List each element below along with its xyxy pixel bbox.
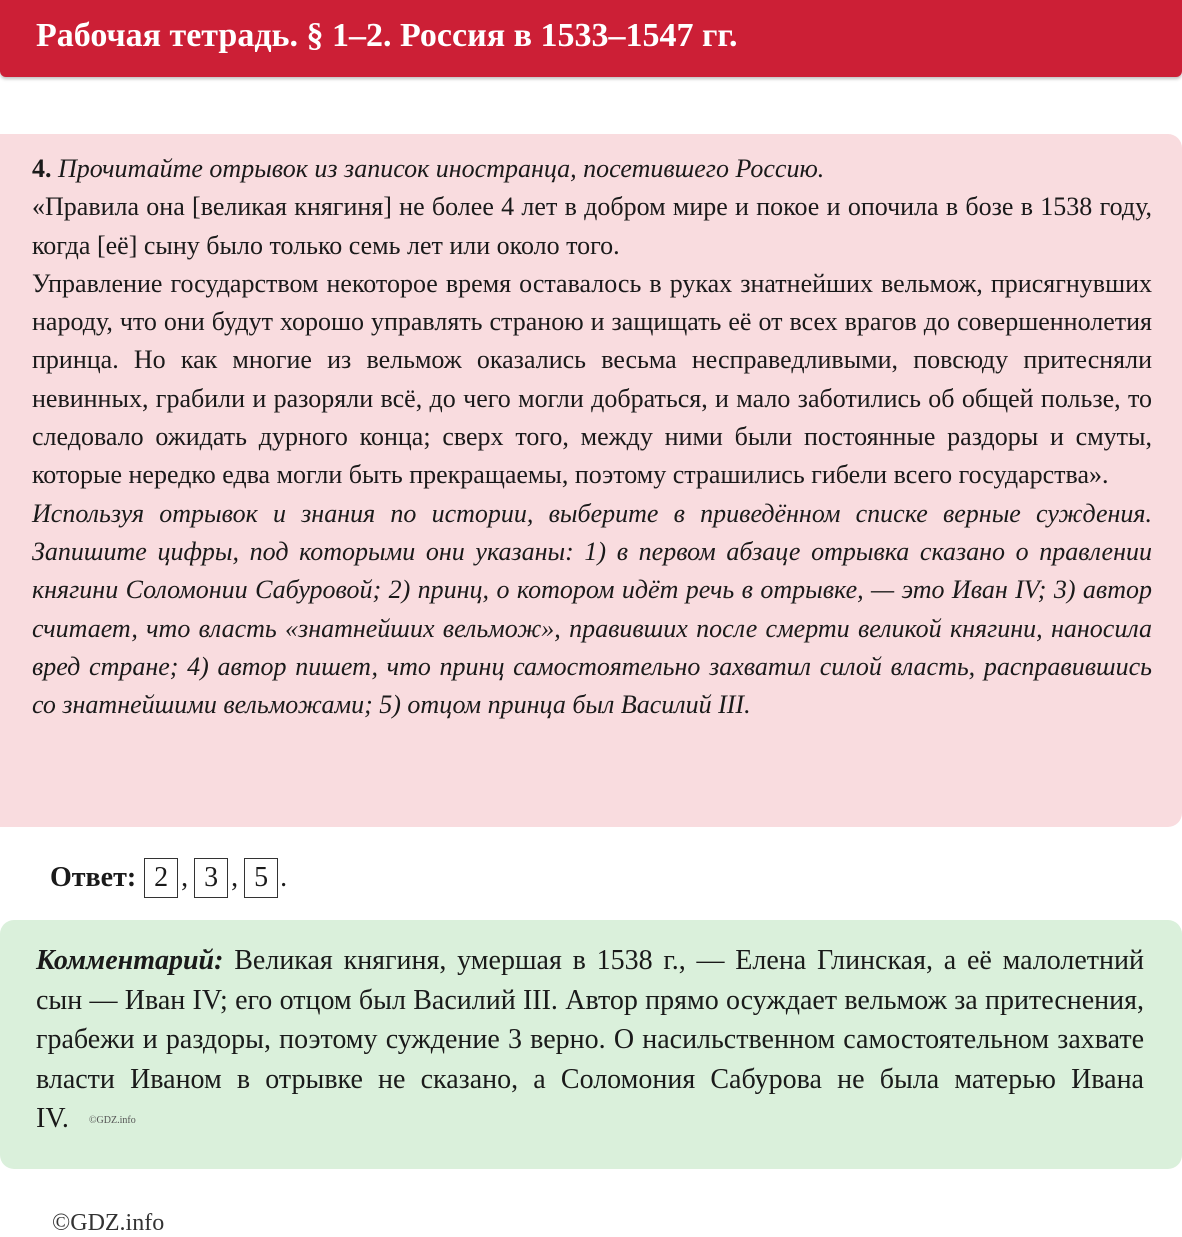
footer-copyright: ©GDZ.info [52,1210,165,1236]
task-instruction: Используя отрывок и знания по истории, выберите в приведённом списке верные суждения. Запишите цифры, под которыми они указаны: 1) в первом абзаце отрывка сказано о правлении княгини Соломонии Сабуровой; 2) принц, о котором идёт речь в отрывке, — это Иван IV; 3) автор считает, что власть «знатнейших вельмож», правивших после смерти великой княгини, наносила вред стране; 4) автор пишет, что принц самостоятельно захватил силой власть, расправившись со знатнейшими вельможами; 5) отцом принца был Василий III. [32,498,1152,720]
task-content [32,150,1152,724]
task-heading-text: Прочитайте отрывок из записок иностранца, посетившего Россию. [58,154,825,183]
answer-separator: , [231,862,239,893]
page-header [0,0,1182,77]
comment-label: Комментарий: [36,945,224,976]
comment-watermark: ©GDZ.info [88,1114,136,1126]
task-heading [32,150,1152,188]
answer-separator: , [181,862,189,893]
answer-box-3: 5 [244,858,278,898]
quote-paragraph-1: «Правила она [великая княгиня] не более 4 лет в добром мире и покое и опочила в бозе в 1538 году, когда [её] сыну было только семь лет или около того. [32,192,1152,260]
answer-end: . [280,862,288,893]
comment-body: Великая княгиня, умершая в 1538 г., — Елена Глинская, а её малолетний сын — Иван IV; его отцом был Василий III. Автор прямо осуждает вельмож за притеснения, грабежи и раздоры, поэтому суждение 3 верно. О насильственном самостоятельном захвате власти Иваном в отрывке не сказано, а Соломония Сабурова не была матерью Ивана IV. [36,945,1144,1134]
answer-row [50,858,287,898]
task-number: 4. [32,154,52,183]
answer-label: Ответ: [50,862,137,893]
page-title: Рабочая тетрадь. § 1–2. Россия в 1533–1547 гг. [36,17,738,54]
answer-box-1: 2 [144,858,178,898]
quote-paragraph-2: Управление государством некоторое время оставалось в руках знатнейших вельмож, присягнувших народу, что они будут хорошо управлять страною и защищать её от всех врагов до совершеннолетия принца. Но как многие из вельмож оказались весьма несправедливыми, повсюду притесняли невинных, грабили и разоряли всё, до чего могли добраться, и мало заботились об общей пользе, то следовало ожидать дурного конца; сверх того, между ними были постоянные раздоры и смуты, которые нередко едва могли быть прекращаемы, поэтому страшились гибели всего государства». [32,268,1152,490]
comment-content [36,941,1144,1140]
answer-box-2: 3 [194,858,228,898]
